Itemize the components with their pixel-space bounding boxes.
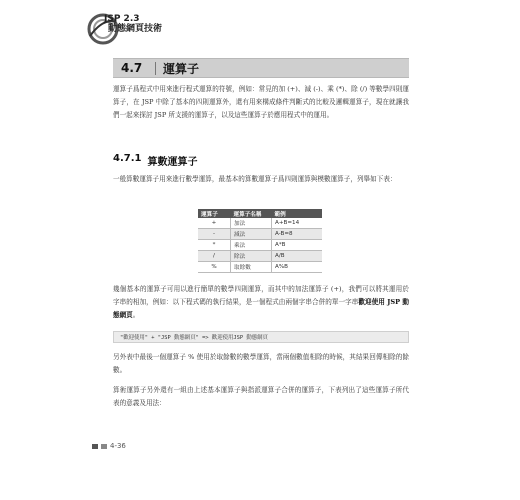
subsection-number: 4.7.1: [113, 153, 142, 164]
table-header-row: [198, 209, 322, 218]
section-title: 運算子: [163, 61, 200, 76]
table-cell: 乘法: [231, 240, 272, 251]
table-row: [198, 240, 322, 251]
table-row: [198, 262, 322, 273]
table-cell: A+B=14: [272, 218, 323, 229]
table-cell: +: [198, 218, 231, 229]
section-banner: [113, 58, 409, 78]
subsection-heading: [113, 153, 197, 168]
table-cell: /: [198, 251, 231, 262]
modulo-paragraph: 另外表中最後一個運算子 % 使用於取餘數的數學運算，當兩個數值相除的時候，其結果回傳相除的餘數。: [113, 353, 409, 375]
table-header: 運算子名稱: [231, 209, 272, 218]
page-number: 4-36: [110, 442, 126, 450]
header-book-title: 動態網頁技術: [108, 24, 163, 34]
subsection-title: 算數運算子: [147, 157, 198, 168]
table-cell: A%B: [272, 262, 323, 273]
operator-table: [198, 209, 322, 273]
code-example: "歡迎使用" + "JSP 動態網頁" => 歡迎使用JSP 動態網頁: [113, 331, 409, 343]
table-cell: *: [198, 240, 231, 251]
section-number: 4.7: [121, 61, 143, 75]
combo-paragraph: 算術運算子另外還有一組由上述基本運算子與指派運算子合併的運算子，下表列出了這些運算子所代表的意義及用法：: [113, 386, 409, 408]
table-cell: A-B=8: [272, 229, 323, 240]
after-table-text: 幾個基本的運算子可用以進行簡單的數學四則運算，而其中的加法運算子 (+)，我們可以將其運用於字串的相加，例如：以下程式碼的執行結果，是一個程式由兩個字串合併的單一字串: [113, 285, 409, 307]
header-series: JSP 2.3: [104, 14, 140, 24]
intro-paragraph: 運算子爲程式中用來進行程式運算的符號，例如：常見的加 (+)、減 (-)、乘 (*)、除 (/) 等數學四則運算子，在 JSP 中除了基本的四則運算外，還有用來構成條件判斷式的比較及邏輯運算子，現在就讓我們一起來探討 JSP 所支援的運算子，以及這些運算子於應用程式中的運用。: [113, 85, 409, 120]
table-cell: %: [198, 262, 231, 273]
footer-marker: [101, 444, 107, 449]
footer-marker: [92, 444, 98, 449]
table-header: 範例: [272, 209, 323, 218]
book-header: [104, 14, 162, 35]
bold-phrase: 歡迎使用 JSP 動態網頁: [113, 298, 410, 320]
table-cell: A*B: [272, 240, 323, 251]
table-row: [198, 251, 322, 262]
table-header: 運算子: [198, 209, 231, 218]
table-cell: -: [198, 229, 231, 240]
table-cell: 取餘數: [231, 262, 272, 273]
table-cell: 減法: [231, 229, 272, 240]
section-divider: [155, 62, 156, 75]
table-row: [198, 218, 322, 229]
after-table-end: 。: [132, 311, 140, 320]
after-table-paragraph: [113, 283, 409, 323]
table-cell: 除法: [231, 251, 272, 262]
table-cell: A/B: [272, 251, 323, 262]
table-row: [198, 229, 322, 240]
table-cell: 加法: [231, 218, 272, 229]
arith-intro-paragraph: 一般算數運算子用來進行數學運算，最基本的算數運算子爲四則運算與模數運算子，列舉如下表：: [113, 175, 397, 183]
page-footer: [92, 442, 126, 450]
